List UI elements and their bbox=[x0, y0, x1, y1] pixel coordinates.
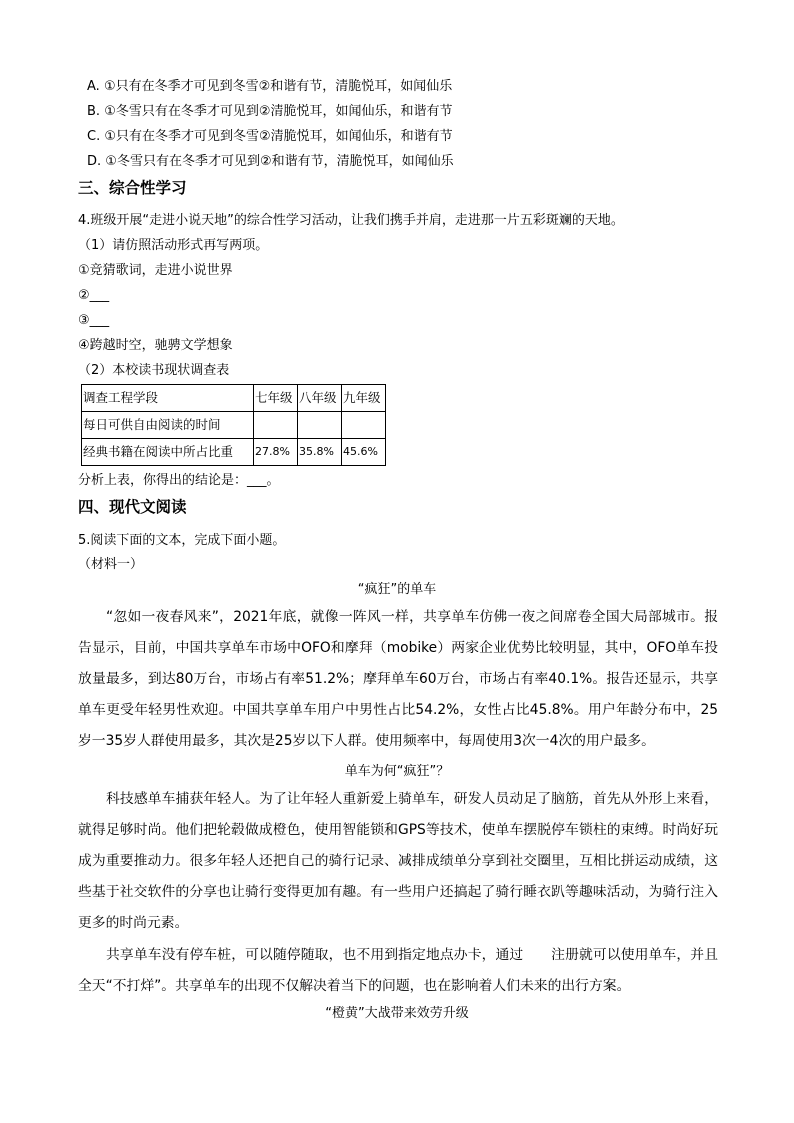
option-letter: B. bbox=[87, 104, 101, 119]
option-letter: A. bbox=[87, 79, 100, 94]
table-row bbox=[82, 412, 386, 439]
option-text: ①只有在冬季才可见到冬雪②清脆悦耳，如闻仙乐，和谐有节 bbox=[104, 129, 453, 144]
question-4-part-1: （1）请仿照活动形式再写两项。 bbox=[78, 238, 269, 253]
article-title-1: “疯狂”的单车 bbox=[357, 582, 437, 597]
question-4-part-2: （2）本校读书现状调查表 bbox=[78, 363, 230, 378]
question-5-intro: 5.阅读下面的文本，完成下面小题。 bbox=[78, 533, 286, 548]
option-text: ①只有在冬季才可见到冬雪②和谐有节，清脆悦耳，如闻仙乐 bbox=[103, 79, 453, 94]
article-paragraph-1: “忽如一夜春风来”，2021年底，就像一阵风一样，共享单车仿佛一夜之间席卷全国大局部城市。报告显示，目前，中国共享单车市场中OFO和摩拜（mobike）两家企业优势比较明显，其中，OFO单车投放量最多，到达80万台，市场占有率51.2%；摩拜单车60万台，市场占有率40.1%。报告还显示，共享单车更受年轻男性欢迎。中国共享单车用户中男性占比54.2%，女性占比45.8%。用户年龄分布中，25岁一35岁人群使用最多，其次是25岁以下人群。使用频率中，每周使用3次一4次的用户最多。 bbox=[78, 609, 718, 749]
table-header-cell: 调查工程学段 bbox=[82, 385, 254, 412]
table-cell bbox=[298, 412, 342, 439]
table-cell: 35.8% bbox=[298, 439, 342, 466]
table-header-cell: 八年级 bbox=[298, 385, 342, 412]
table-row bbox=[82, 439, 386, 466]
table-cell bbox=[254, 412, 298, 439]
table-header-cell: 九年级 bbox=[342, 385, 386, 412]
table-cell bbox=[342, 412, 386, 439]
option-letter: C. bbox=[87, 129, 101, 144]
reading-survey-table bbox=[81, 384, 386, 466]
table-cell: 每日可供自由阅读的时间 bbox=[82, 412, 254, 439]
table-cell: 经典书籍在阅读中所占比重 bbox=[82, 439, 254, 466]
section-heading-4: 四、现代文阅读 bbox=[78, 498, 187, 516]
article-subtitle-2: 单车为何“疯狂”？ bbox=[344, 764, 450, 779]
activity-item-4: ④跨越时空，驰骋文学想象 bbox=[78, 338, 233, 353]
activity-item-1: ①竞猜歌词，走进小说世界 bbox=[78, 263, 233, 278]
question-4-intro: 4.班级开展“走进小说天地”的综合性学习活动，让我们携手并肩，走进那一片五彩斑斓的天地。 bbox=[78, 213, 624, 228]
section-heading-3: 三、综合性学习 bbox=[78, 179, 187, 197]
table-header-row bbox=[82, 385, 386, 412]
material-label: （材料一） bbox=[78, 557, 144, 572]
option-a bbox=[87, 78, 452, 96]
table-cell: 45.6% bbox=[342, 439, 386, 466]
option-d bbox=[87, 153, 454, 171]
option-c bbox=[87, 128, 453, 146]
option-letter: D. bbox=[87, 154, 102, 169]
article-subtitle-3: “橙黄”大战带来效劳升级 bbox=[325, 1006, 469, 1021]
option-text: ①冬雪只有在冬季才可见到②清脆悦耳，如闻仙乐，和谐有节 bbox=[104, 104, 453, 119]
activity-item-2-blank: ②___ bbox=[78, 288, 110, 303]
conclusion-prompt: 分析上表，你得出的结论是：___。 bbox=[78, 473, 280, 488]
option-b bbox=[87, 103, 453, 121]
table-header-cell: 七年级 bbox=[254, 385, 298, 412]
table-cell: 27.8% bbox=[254, 439, 298, 466]
option-text: ①冬雪只有在冬季才可见到②和谐有节，清脆悦耳，如闻仙乐 bbox=[105, 154, 454, 169]
article-paragraph-2: 科技感单车捕获年轻人。为了让年轻人重新爱上骑单车，研发人员动足了脑筋，首先从外形上来看，就得足够时尚。他们把轮毂做成橙色，使用智能锁和GPS等技术，使单车摆脱停车锁柱的束缚。时尚好玩成为重要推动力。很多年轻人还把自己的骑行记录、减排成绩单分享到社交圈里，互相比拼运动成绩，这些基于社交软件的分享也让骑行变得更加有趣。有一些用户还搞起了骑行睡衣趴等趣味活动，为骑行注入更多的时尚元素。 bbox=[78, 791, 718, 931]
article-paragraph-3: 共享单车没有停车桩，可以随停随取，也不用到指定地点办卡，通过 注册就可以使用单车，并且全天“不打烊”。共享单车的出现不仅解决着当下的问题，也在影响着人们未来的出行方案。 bbox=[78, 947, 718, 994]
activity-item-3-blank: ③___ bbox=[78, 313, 110, 328]
